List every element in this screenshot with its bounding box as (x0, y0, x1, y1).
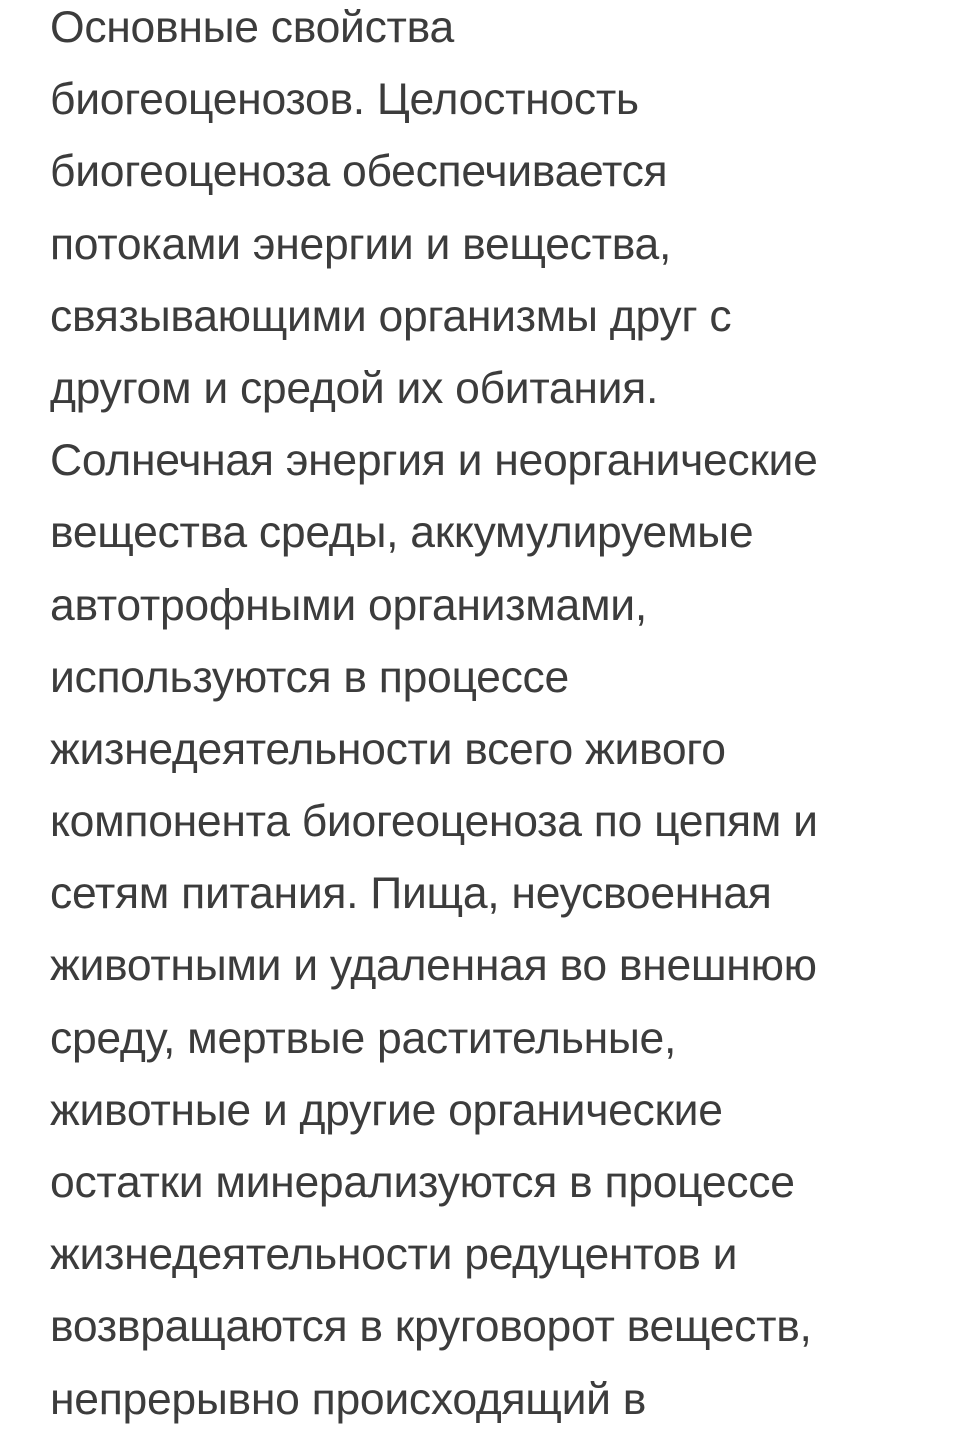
text-line: возвращаются в круговорот веществ, (50, 1302, 812, 1352)
text-line: жизнедеятельности редуцентов и (50, 1230, 738, 1280)
text-line: остатки минерализуются в процессе (50, 1158, 795, 1207)
text-line: другом и средой их обитания. (50, 363, 659, 413)
text-line: непрерывно происходящий в (50, 1374, 647, 1424)
text-line: связывающими организмы друг с (50, 291, 732, 341)
text-line: животные и другие органические (50, 1085, 723, 1135)
text-line: Солнечная энергия и неорганические (50, 436, 818, 486)
text-line: жизнедеятельности всего живого (50, 724, 726, 774)
text-line: сетям питания. Пища, неусвоенная (50, 869, 772, 919)
text-line: Основные свойства (50, 3, 454, 52)
text-line: компонента биогеоценоза по цепям и (50, 797, 818, 847)
text-line: биогеоценозов. Целостность (50, 75, 639, 125)
text-line: автотрофными организмами, (50, 580, 647, 630)
article-text (50, 0, 950, 1436)
text-line: используются в процессе (50, 652, 569, 702)
text-line: среду, мертвые растительные, (50, 1013, 677, 1063)
text-line: потоками энергии и вещества, (50, 219, 672, 269)
text-line: животными и удаленная во внешнюю (50, 941, 817, 991)
text-line: вещества среды, аккумулируемые (50, 508, 754, 558)
text-line: биогеоценоза обеспечивается (50, 147, 668, 197)
